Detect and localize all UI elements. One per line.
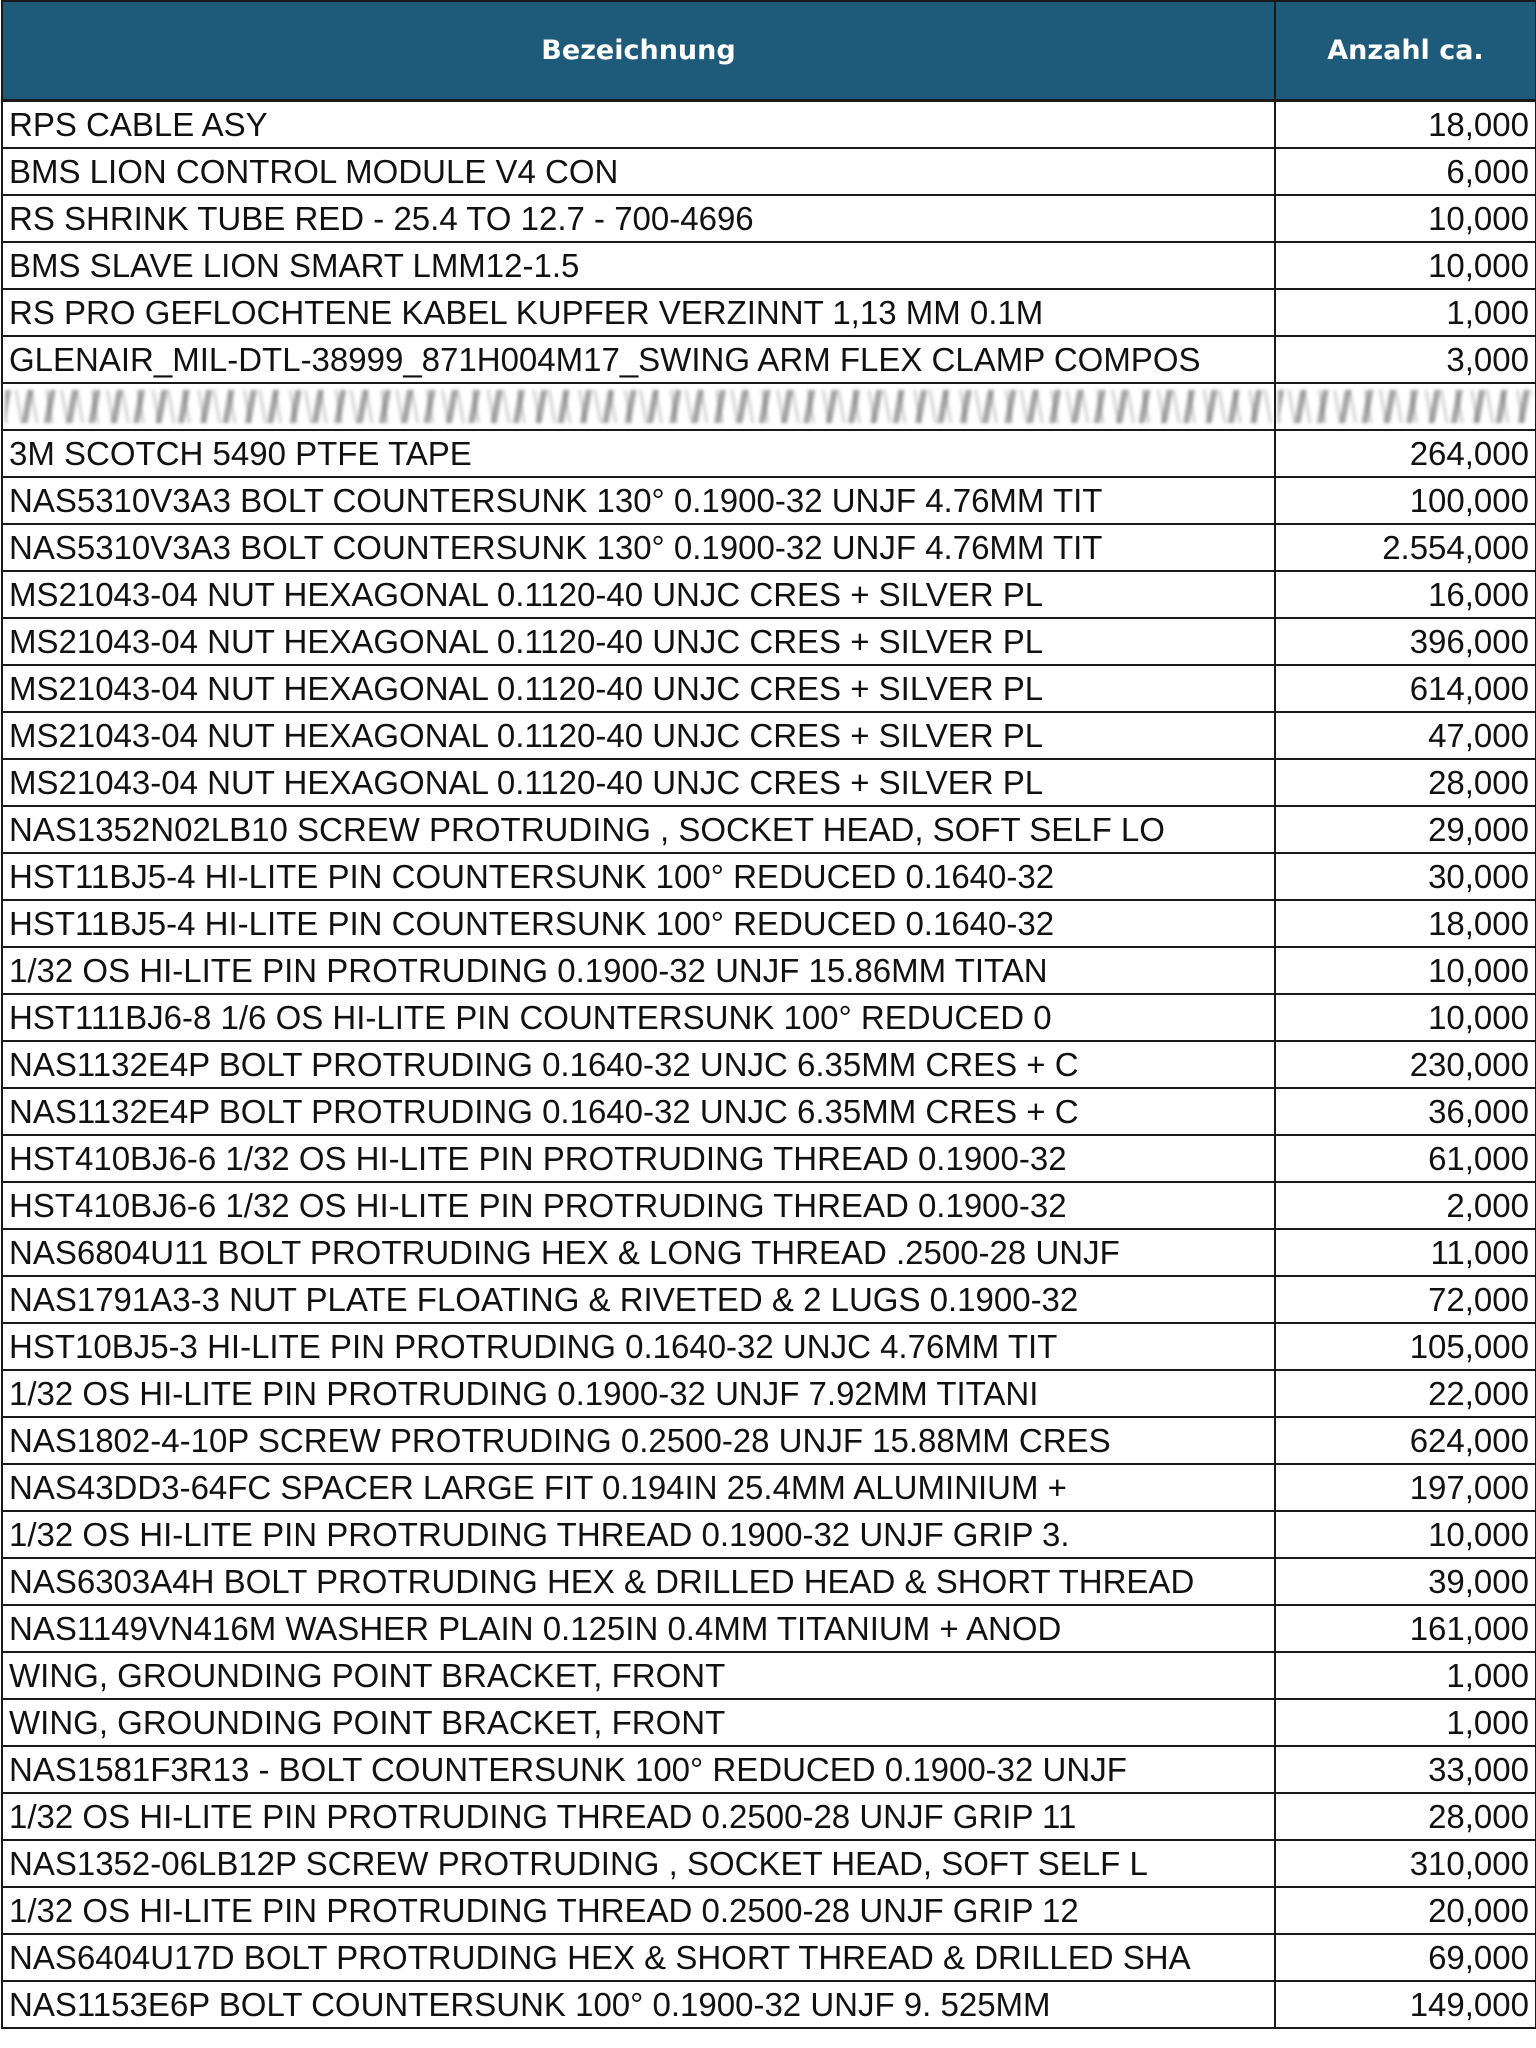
cell-anzahl[interactable]: 230,000 [1275,1041,1536,1088]
table-row[interactable] [2,1840,1536,1887]
cell-anzahl[interactable]: 33,000 [1275,1746,1536,1793]
cell-anzahl[interactable] [1275,383,1536,430]
table-row[interactable] [2,148,1536,195]
header-row [2,1,1536,101]
table-row[interactable] [2,1276,1536,1323]
parts-sheet [1,0,1535,2029]
cell-anzahl[interactable]: 28,000 [1275,759,1536,806]
cell-anzahl[interactable]: 10,000 [1275,947,1536,994]
table-row[interactable] [2,242,1536,289]
table-row[interactable] [2,1981,1536,2028]
cell-anzahl[interactable]: 10,000 [1275,242,1536,289]
table-row[interactable] [2,1323,1536,1370]
table-row[interactable] [2,806,1536,853]
cell-bezeichnung[interactable]: NAS1791A3-3 NUT PLATE FLOATING & RIVETED & 2 LUGS 0.1900-32 [2,1276,1275,1323]
cell-anzahl[interactable]: 72,000 [1275,1276,1536,1323]
cell-bezeichnung[interactable]: BMS SLAVE LION SMART LMM12-1.5 [2,242,1275,289]
cell-anzahl[interactable]: 1,000 [1275,289,1536,336]
table-row[interactable] [2,1887,1536,1934]
cell-anzahl[interactable]: 2.554,000 [1275,524,1536,571]
table-row[interactable] [2,383,1536,430]
cell-bezeichnung[interactable]: NAS1132E4P BOLT PROTRUDING 0.1640-32 UNJC 6.35MM CRES + C [2,1088,1275,1135]
cell-bezeichnung[interactable]: RS SHRINK TUBE RED - 25.4 TO 12.7 - 700-4696 [2,195,1275,242]
cell-bezeichnung[interactable]: MS21043-04 NUT HEXAGONAL 0.1120-40 UNJC CRES + SILVER PL [2,571,1275,618]
cell-anzahl[interactable]: 105,000 [1275,1323,1536,1370]
cell-anzahl[interactable]: 10,000 [1275,195,1536,242]
table-row[interactable] [2,1229,1536,1276]
table-row[interactable] [2,947,1536,994]
table-row[interactable] [2,759,1536,806]
cell-bezeichnung[interactable]: WING, GROUNDING POINT BRACKET, FRONT [2,1699,1275,1746]
cell-bezeichnung[interactable] [2,383,1275,430]
cell-anzahl[interactable]: 36,000 [1275,1088,1536,1135]
cell-anzahl[interactable]: 1,000 [1275,1652,1536,1699]
cell-anzahl[interactable]: 264,000 [1275,430,1536,477]
cell-anzahl[interactable]: 3,000 [1275,336,1536,383]
redaction-smudge [5,390,1272,423]
cell-anzahl[interactable]: 100,000 [1275,477,1536,524]
cell-bezeichnung[interactable]: NAS1352-06LB12P SCREW PROTRUDING , SOCKET HEAD, SOFT SELF L [2,1840,1275,1887]
cell-anzahl[interactable]: 30,000 [1275,853,1536,900]
table-row[interactable] [2,853,1536,900]
cell-bezeichnung[interactable]: NAS5310V3A3 BOLT COUNTERSUNK 130° 0.1900-32 UNJF 4.76MM TIT [2,477,1275,524]
cell-anzahl[interactable]: 39,000 [1275,1558,1536,1605]
cell-bezeichnung[interactable]: NAS6804U11 BOLT PROTRUDING HEX & LONG THREAD .2500-28 UNJF [2,1229,1275,1276]
table-body [2,101,1536,2029]
cell-bezeichnung[interactable]: WING, GROUNDING POINT BRACKET, FRONT [2,1652,1275,1699]
table-row[interactable] [2,1511,1536,1558]
table-row[interactable] [2,477,1536,524]
cell-anzahl[interactable]: 396,000 [1275,618,1536,665]
table-row[interactable] [2,289,1536,336]
table-row[interactable] [2,430,1536,477]
cell-bezeichnung[interactable]: NAS1149VN416M WASHER PLAIN 0.125IN 0.4MM TITANIUM + ANOD [2,1605,1275,1652]
cell-bezeichnung[interactable]: NAS43DD3-64FC SPACER LARGE FIT 0.194IN 25.4MM ALUMINIUM + [2,1464,1275,1511]
cell-anzahl[interactable]: 310,000 [1275,1840,1536,1887]
cell-bezeichnung[interactable]: MS21043-04 NUT HEXAGONAL 0.1120-40 UNJC CRES + SILVER PL [2,665,1275,712]
cell-anzahl[interactable]: 614,000 [1275,665,1536,712]
table-row[interactable] [2,994,1536,1041]
cell-bezeichnung[interactable]: NAS1352N02LB10 SCREW PROTRUDING , SOCKET HEAD, SOFT SELF LO [2,806,1275,853]
cell-bezeichnung[interactable]: HST111BJ6-8 1/6 OS HI-LITE PIN COUNTERSUNK 100° REDUCED 0 [2,994,1275,1041]
table-row[interactable] [2,1605,1536,1652]
cell-bezeichnung[interactable]: NAS6303A4H BOLT PROTRUDING HEX & DRILLED HEAD & SHORT THREAD [2,1558,1275,1605]
table-row[interactable] [2,900,1536,947]
table-row[interactable] [2,101,1536,149]
cell-anzahl[interactable]: 10,000 [1275,1511,1536,1558]
table-row[interactable] [2,1182,1536,1229]
cell-bezeichnung[interactable]: HST10BJ5-3 HI-LITE PIN PROTRUDING 0.1640-32 UNJC 4.76MM TIT [2,1323,1275,1370]
cell-anzahl[interactable]: 16,000 [1275,571,1536,618]
table-row[interactable] [2,1934,1536,1981]
cell-anzahl[interactable]: 28,000 [1275,1793,1536,1840]
cell-bezeichnung[interactable]: 1/32 OS HI-LITE PIN PROTRUDING THREAD 0.1900-32 UNJF GRIP 3. [2,1511,1275,1558]
cell-bezeichnung[interactable]: BMS LION CONTROL MODULE V4 CON [2,148,1275,195]
cell-anzahl[interactable]: 18,000 [1275,101,1536,149]
cell-anzahl[interactable]: 2,000 [1275,1182,1536,1229]
table-row[interactable] [2,1793,1536,1840]
cell-anzahl[interactable]: 69,000 [1275,1934,1536,1981]
cell-anzahl[interactable]: 6,000 [1275,148,1536,195]
cell-bezeichnung[interactable]: 3M SCOTCH 5490 PTFE TAPE [2,430,1275,477]
cell-bezeichnung[interactable]: MS21043-04 NUT HEXAGONAL 0.1120-40 UNJC CRES + SILVER PL [2,618,1275,665]
cell-bezeichnung[interactable]: NAS1581F3R13 - BOLT COUNTERSUNK 100° REDUCED 0.1900-32 UNJF [2,1746,1275,1793]
cell-bezeichnung[interactable]: 1/32 OS HI-LITE PIN PROTRUDING 0.1900-32 UNJF 15.86MM TITAN [2,947,1275,994]
column-header-anzahl[interactable]: Anzahl ca. [1275,1,1536,101]
cell-anzahl[interactable]: 197,000 [1275,1464,1536,1511]
cell-anzahl[interactable]: 18,000 [1275,900,1536,947]
cell-anzahl[interactable]: 47,000 [1275,712,1536,759]
cell-anzahl[interactable]: 22,000 [1275,1370,1536,1417]
cell-bezeichnung[interactable]: 1/32 OS HI-LITE PIN PROTRUDING THREAD 0.2500-28 UNJF GRIP 11 [2,1793,1275,1840]
table-row[interactable] [2,195,1536,242]
cell-bezeichnung[interactable]: NAS5310V3A3 BOLT COUNTERSUNK 130° 0.1900-32 UNJF 4.76MM TIT [2,524,1275,571]
cell-bezeichnung[interactable]: HST410BJ6-6 1/32 OS HI-LITE PIN PROTRUDING THREAD 0.1900-32 [2,1135,1275,1182]
cell-anzahl[interactable]: 61,000 [1275,1135,1536,1182]
cell-anzahl[interactable]: 29,000 [1275,806,1536,853]
table-row[interactable] [2,1088,1536,1135]
cell-bezeichnung[interactable]: RS PRO GEFLOCHTENE KABEL KUPFER VERZINNT 1,13 MM 0.1M [2,289,1275,336]
table-row[interactable] [2,571,1536,618]
table-row[interactable] [2,1417,1536,1464]
cell-anzahl[interactable]: 20,000 [1275,1887,1536,1934]
cell-bezeichnung[interactable]: NAS1132E4P BOLT PROTRUDING 0.1640-32 UNJC 6.35MM CRES + C [2,1041,1275,1088]
cell-anzahl[interactable]: 10,000 [1275,994,1536,1041]
cell-bezeichnung[interactable]: HST410BJ6-6 1/32 OS HI-LITE PIN PROTRUDING THREAD 0.1900-32 [2,1182,1275,1229]
table-row[interactable] [2,1652,1536,1699]
cell-bezeichnung[interactable]: GLENAIR_MIL-DTL-38999_871H004M17_SWING ARM FLEX CLAMP COMPOS [2,336,1275,383]
cell-anzahl[interactable]: 11,000 [1275,1229,1536,1276]
cell-bezeichnung[interactable]: NAS1153E6P BOLT COUNTERSUNK 100° 0.1900-32 UNJF 9. 525MM [2,1981,1275,2028]
cell-bezeichnung[interactable]: NAS6404U17D BOLT PROTRUDING HEX & SHORT THREAD & DRILLED SHA [2,1934,1275,1981]
redaction-smudge [1278,390,1533,423]
cell-anzahl[interactable]: 624,000 [1275,1417,1536,1464]
cell-bezeichnung[interactable]: RPS CABLE ASY [2,101,1275,149]
table-header [2,1,1536,101]
cell-bezeichnung[interactable]: HST11BJ5-4 HI-LITE PIN COUNTERSUNK 100° REDUCED 0.1640-32 [2,853,1275,900]
cell-bezeichnung[interactable]: 1/32 OS HI-LITE PIN PROTRUDING THREAD 0.2500-28 UNJF GRIP 12 [2,1887,1275,1934]
table-row[interactable] [2,1746,1536,1793]
table-row[interactable] [2,618,1536,665]
cell-anzahl[interactable]: 149,000 [1275,1981,1536,2028]
table-row[interactable] [2,712,1536,759]
table-row[interactable] [2,1699,1536,1746]
table-row[interactable] [2,1135,1536,1182]
table-row[interactable] [2,1558,1536,1605]
table-row[interactable] [2,1041,1536,1088]
table-row[interactable] [2,1464,1536,1511]
cell-anzahl[interactable]: 1,000 [1275,1699,1536,1746]
cell-bezeichnung[interactable]: 1/32 OS HI-LITE PIN PROTRUDING 0.1900-32 UNJF 7.92MM TITANI [2,1370,1275,1417]
column-header-bezeichnung[interactable]: Bezeichnung [2,1,1275,101]
table-row[interactable] [2,665,1536,712]
table-row[interactable] [2,336,1536,383]
cell-anzahl[interactable]: 161,000 [1275,1605,1536,1652]
table-row[interactable] [2,524,1536,571]
cell-bezeichnung[interactable]: NAS1802-4-10P SCREW PROTRUDING 0.2500-28 UNJF 15.88MM CRES [2,1417,1275,1464]
cell-bezeichnung[interactable]: HST11BJ5-4 HI-LITE PIN COUNTERSUNK 100° REDUCED 0.1640-32 [2,900,1275,947]
cell-bezeichnung[interactable]: MS21043-04 NUT HEXAGONAL 0.1120-40 UNJC CRES + SILVER PL [2,712,1275,759]
cell-bezeichnung[interactable]: MS21043-04 NUT HEXAGONAL 0.1120-40 UNJC CRES + SILVER PL [2,759,1275,806]
parts-table [1,0,1536,2029]
table-row[interactable] [2,1370,1536,1417]
